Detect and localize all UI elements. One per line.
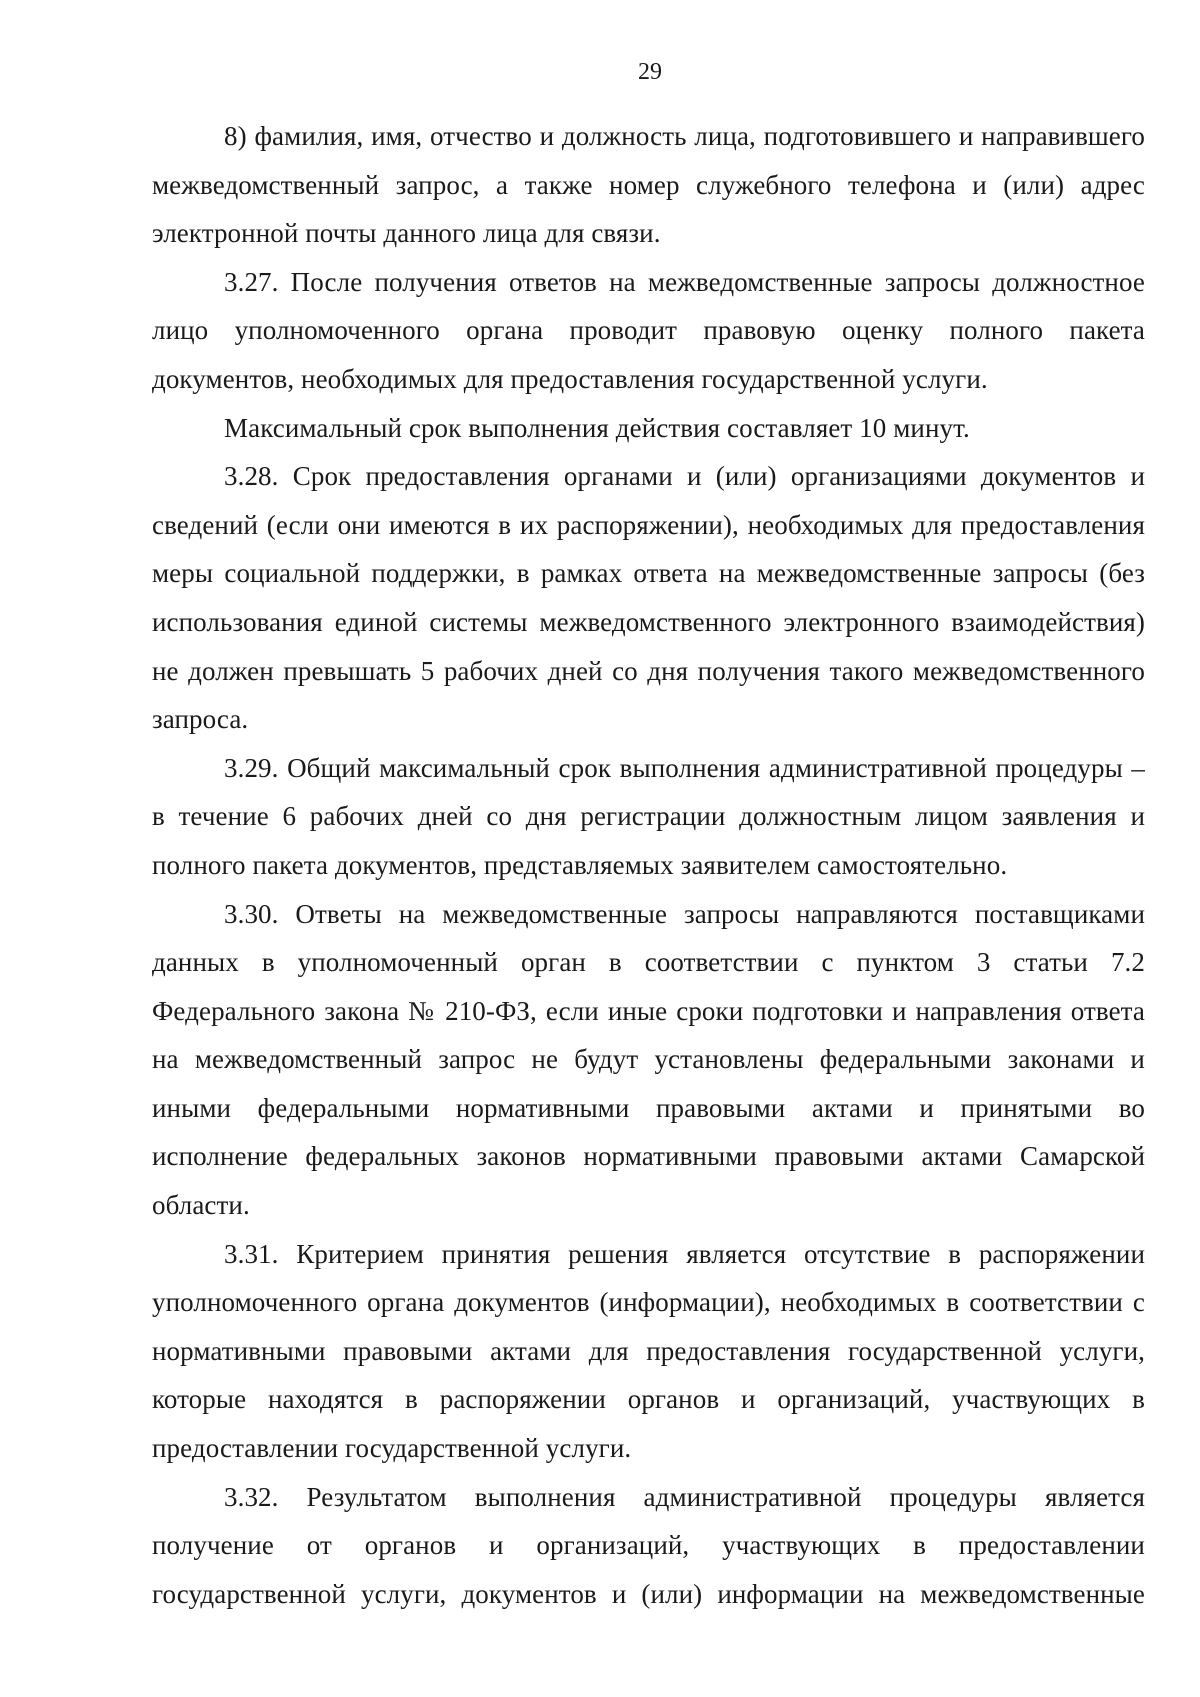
paragraph-3-29: 3.29. Общий максимальный срок выполнения административной процедуры – в течение 6 рабочих дней со дня регистрации должностным лицом заявления и полного пакета документов, представляемых заявителем самостоятельно. xyxy=(152,752,1145,880)
paragraph-3-28: 3.28. Срок предоставления органами и (или) организациями документов и сведений (если они имеются в их распоряжении), необходимых для предоставления меры социальной поддержки, в рамках ответа на межведомственные запросы (без использования единой системы межведомственного электронного взаимодействия) не должен превышать 5 рабочих дней со дня получения такого межведомственного запроса. xyxy=(152,461,1145,735)
paragraph-3-30: 3.30. Ответы на межведомственные запросы направляются поставщиками данных в уполномоченный орган в соответствии с пунктом 3 статьи 7.2 Федерального закона № 210-ФЗ, если иные сроки подготовки и направления ответа на межведомственный запрос не будут установлены федеральными законами и иными федеральными нормативными правовыми актами и принятыми во исполнение федеральных законов нормативными правовыми актами Самарской области. xyxy=(152,898,1145,1221)
paragraph-3-32: 3.32. Результатом выполнения административной процедуры является получение от органов и организаций, участвующих в предоставлении государственной услуги, документов и (или) информации на межведомственные xyxy=(152,1481,1145,1609)
paragraph-3-31: 3.31. Критерием принятия решения является отсутствие в распоряжении уполномоченного органа документов (информации), необходимых в соответствии с нормативными правовыми актами для предоставления государственной услуги, которые находятся в распоряжении органов и организаций, участвующих в предоставлении государственной услуги. xyxy=(152,1238,1145,1464)
paragraph-max-duration: Максимальный срок выполнения действия составляет 10 минут. xyxy=(224,412,970,443)
document-body xyxy=(152,112,1145,1618)
paragraph-item-8: 8) фамилия, имя, отчество и должность лица, подготовившего и направившего межведомственный запрос, а также номер служебного телефона и (или) адрес электронной почты данного лица для связи. xyxy=(152,121,1145,249)
paragraph-3-27: 3.27. После получения ответов на межведомственные запросы должностное лицо уполномоченного органа проводит правовую оценку полного пакета документов, необходимых для предоставления государственной услуги. xyxy=(152,266,1145,394)
page-number: 29 xyxy=(638,59,662,85)
